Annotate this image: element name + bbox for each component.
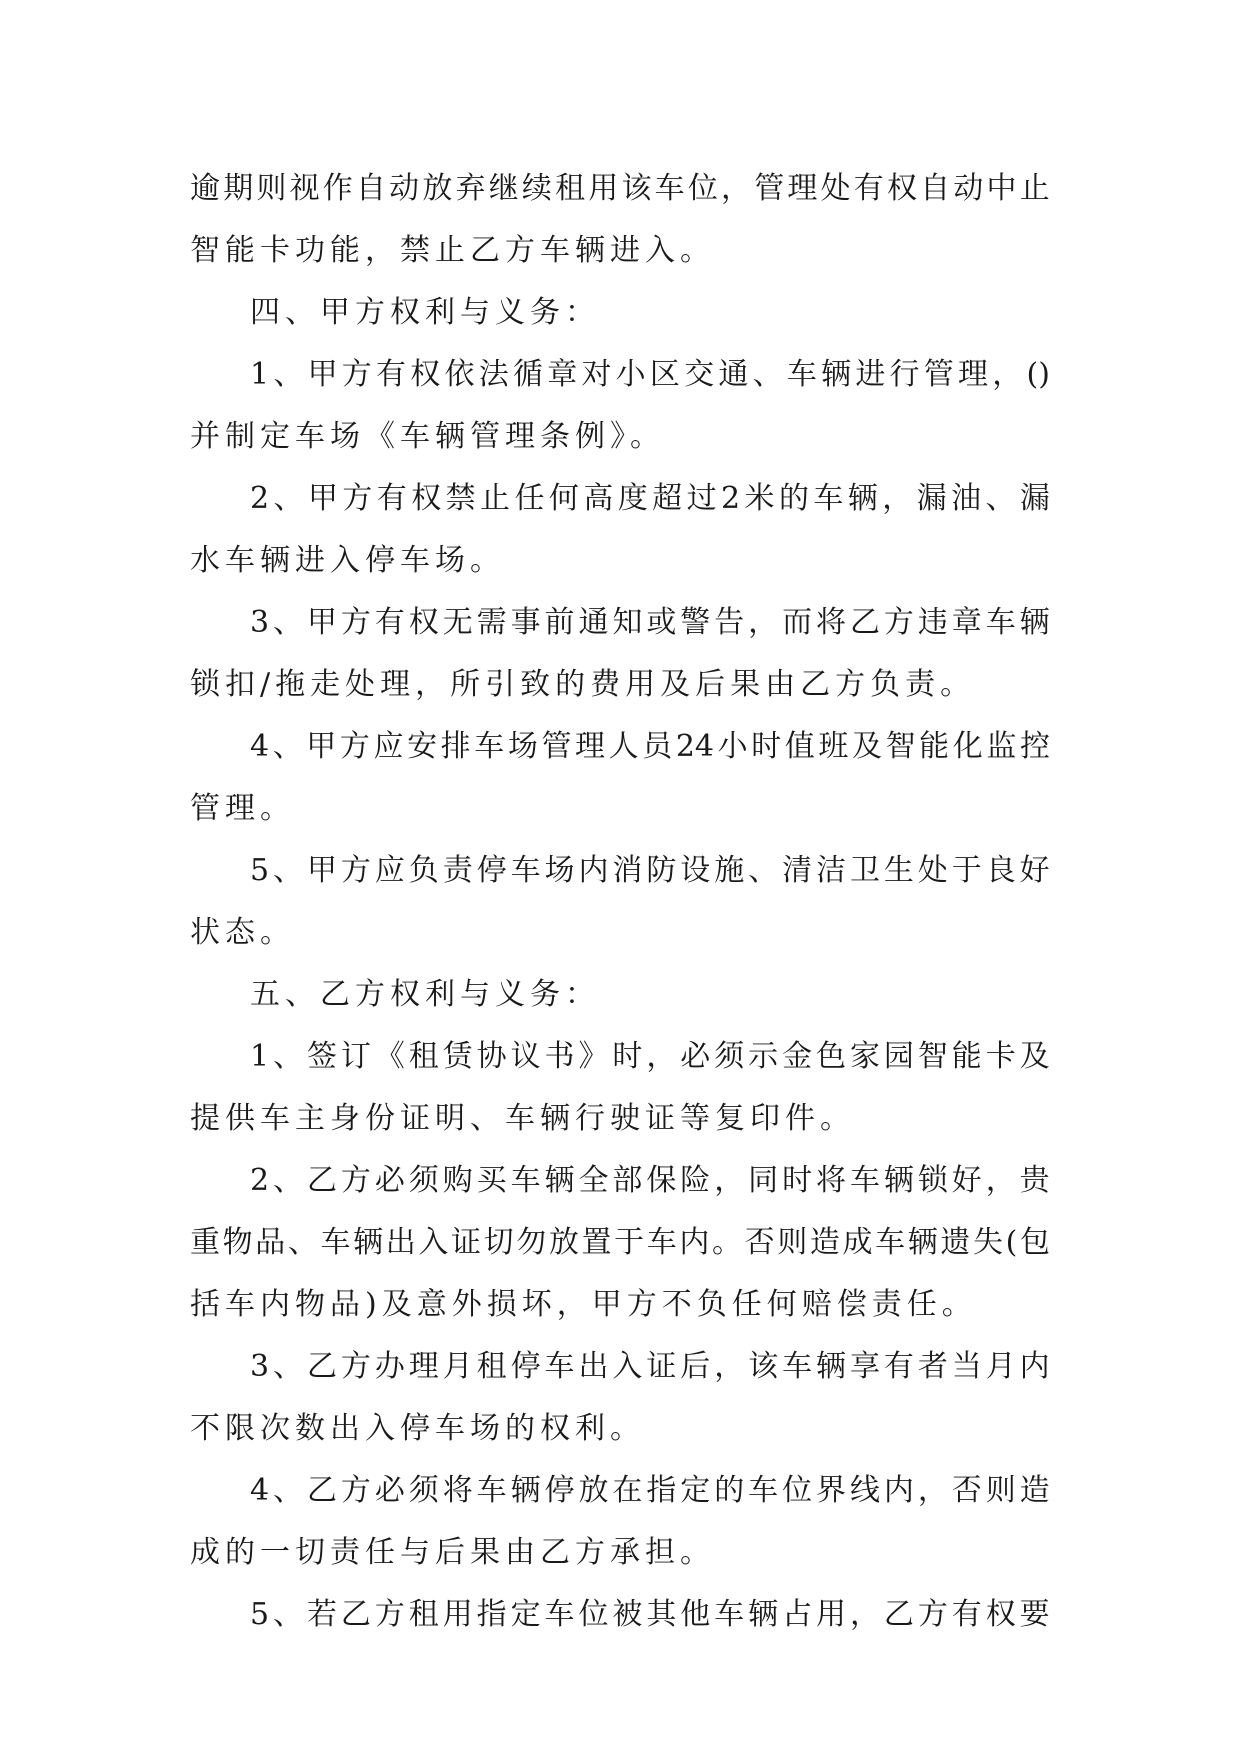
text-line: 管理。 — [190, 791, 295, 826]
text-line: 状态。 — [190, 915, 295, 950]
text-line: 5 、 甲 方 应 负 责 停 车 场 内 消 防 设 施 、 清 洁 卫 生 处 于 良 好 — [250, 853, 1050, 888]
text-line: 五、乙方权利与义务： — [250, 977, 600, 1012]
text-line: 5 、 若 乙 方 租 用 指 定 车 位 被 其 他 车 辆 占 用 ， 乙 方 有 权 要 — [250, 1597, 1050, 1632]
text-line: 1 、 签 订 《 租 赁 协 议 书 》 时 ， 必 须 示 金 色 家 园 智 能 卡 及 — [250, 1039, 1050, 1074]
text-line: 不限次数出入停车场的权利。 — [190, 1411, 645, 1446]
text-line: 锁扣/拖走处理，所引致的费用及后果由乙方负责。 — [190, 667, 976, 702]
text-line: 水车辆进入停车场。 — [190, 543, 505, 578]
text-line: 四、甲方权利与义务： — [250, 295, 600, 330]
text-line: 重 物 品 、 车 辆 出 入 证 切 勿 放 置 于 车 内 。 否 则 造 成 车 辆 遗 失 ( 包 — [190, 1225, 1050, 1260]
document-body — [190, 158, 1050, 1646]
text-line: 智能卡功能，禁止乙方车辆进入。 — [190, 233, 715, 268]
text-line: 4 、 乙 方 必 须 将 车 辆 停 放 在 指 定 的 车 位 界 线 内 ， 否 则 造 — [250, 1473, 1050, 1508]
text-line: 逾 期 则 视 作 自 动 放 弃 继 续 租 用 该 车 位 ， 管 理 处 有 权 自 动 中 止 — [190, 171, 1050, 206]
text-line: 并制定车场《车辆管理条例》。 — [190, 419, 665, 454]
text-line: 3 、 乙 方 办 理 月 租 停 车 出 入 证 后 ， 该 车 辆 享 有 者 当 月 内 — [250, 1349, 1050, 1384]
text-line: 3 、 甲 方 有 权 无 需 事 前 通 知 或 警 告 ， 而 将 乙 方 违 章 车 辆 — [250, 605, 1050, 640]
text-line: 提供车主身份证明、车辆行驶证等复印件。 — [190, 1101, 855, 1136]
text-line: 1 、 甲 方 有 权 依 法 循 章 对 小 区 交 通 、 车 辆 进 行 管 理 ， () — [250, 357, 1050, 392]
text-line: 成的一切责任与后果由乙方承担。 — [190, 1535, 715, 1570]
text-line: 2 、 乙 方 必 须 购 买 车 辆 全 部 保 险 ， 同 时 将 车 辆 锁 好 ， 贵 — [250, 1163, 1050, 1198]
text-line: 4 、 甲 方 应 安 排 车 场 管 理 人 员 24 小 时 值 班 及 智 能 化 监 控 — [250, 729, 1050, 764]
text-line: 2 、 甲 方 有 权 禁 止 任 何 高 度 超 过 2 米 的 车 辆 ， 漏 油 、 漏 — [250, 481, 1050, 516]
text-line: 括车内物品)及意外损坏，甲方不负任何赔偿责任。 — [190, 1287, 977, 1322]
